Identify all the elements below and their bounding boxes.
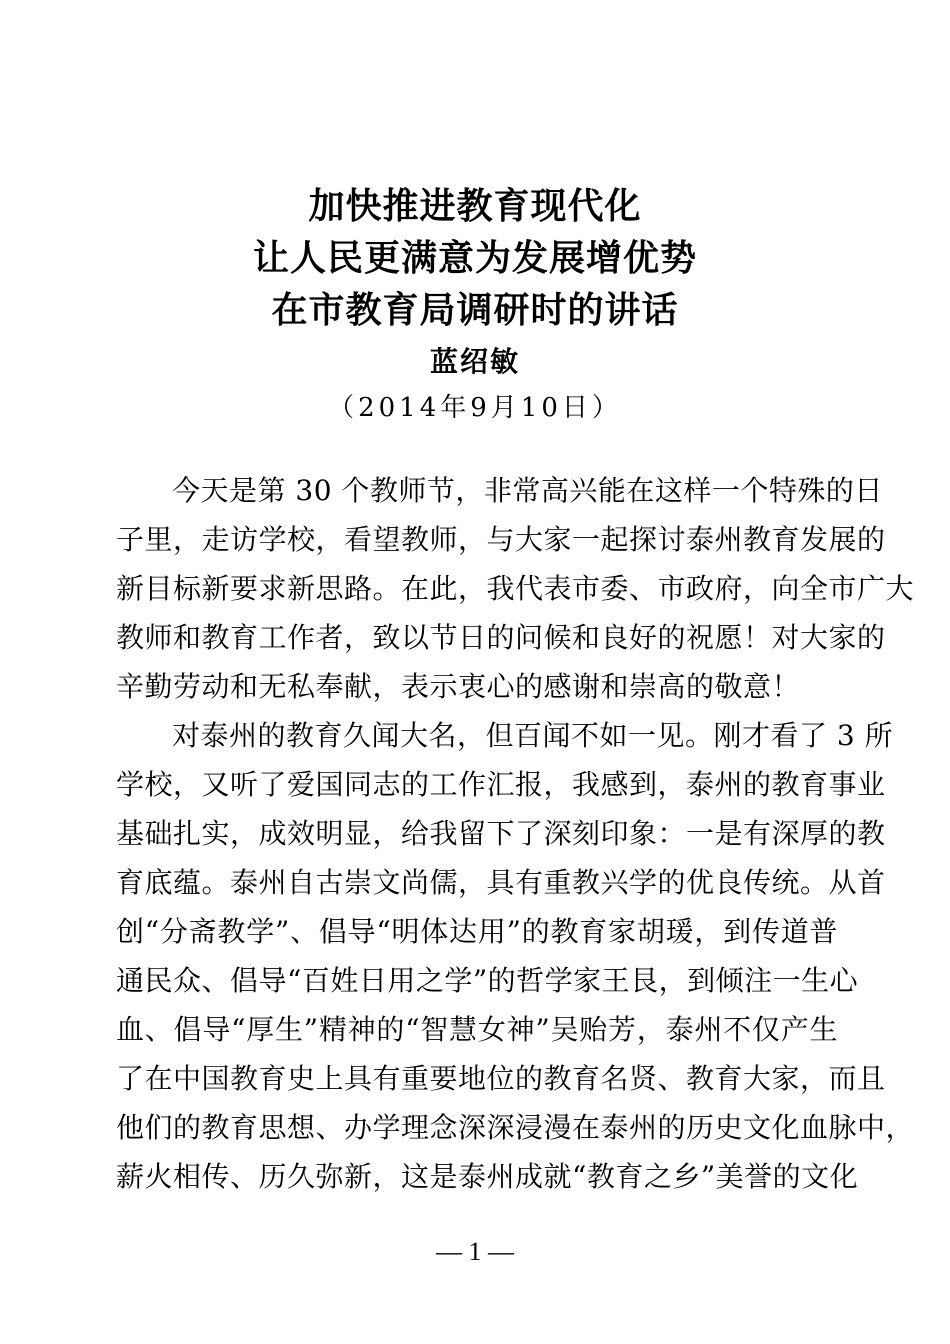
paragraph-line: 基础扎实，成效明显，给我留下了深刻印象：一是有深厚的教 [116,817,886,850]
paragraph-line: 今天是第 30 个教师节，非常高兴能在这样一个特殊的日 [172,474,883,507]
paragraph-line: 创“分斋教学”、倡导“明体达用”的教育家胡瑗，到传道普 [116,915,838,948]
date: （2014年9月10日） [328,393,622,423]
title-line-2: 让人民更满意为发展增优势 [252,237,697,279]
author: 蓝绍敏 [429,345,520,378]
page-number: — 1 — [436,1237,514,1266]
paragraph-line: 他们的教育思想、办学理念深深浸漫在泰州的历史文化血脉中， [116,1111,915,1144]
paragraph-line: 对泰州的教育久闻大名，但百闻不如一见。刚才看了 3 所 [172,719,894,752]
title-line-3: 在市教育局调研时的讲话 [271,289,679,331]
document-header [0,180,950,428]
paragraph-line: 学校，又听了爱国同志的工作汇报，我感到，泰州的教育事业 [116,768,886,801]
paragraph-line: 新目标新要求新思路。在此，我代表市委、市政府，向全市广大 [116,572,915,605]
paragraph-line: 薪火相传、历久弥新，这是泰州成就“教育之乡”美誉的文化 [116,1160,859,1193]
title-line-1: 加快推进教育现代化 [308,185,642,227]
paragraph-line: 育底蕴。泰州自古崇文尚儒，具有重教兴学的优良传统。从首 [116,866,886,899]
paragraph-line: 教师和教育工作者，致以节日的问候和良好的祝愿！对大家的 [116,621,886,654]
paragraph-line: 通民众、倡导“百姓日用之学”的哲学家王艮，到倾注一生心 [116,964,859,997]
paragraph-1 [116,466,915,711]
paragraph-line: 血、倡导“厚生”精神的“智慧女神”吴贻芳，泰州不仅产生 [116,1013,838,1046]
paragraph-line: 了在中国教育史上具有重要地位的教育名贤、教育大家，而且 [116,1062,886,1095]
paragraph-line: 子里，走访学校，看望教师，与大家一起探讨泰州教育发展的 [116,523,886,556]
body-text [116,466,915,1201]
paragraph-2 [116,711,915,1201]
paragraph-line: 辛勤劳动和无私奉献，表示衷心的感谢和崇高的敬意！ [116,670,801,703]
